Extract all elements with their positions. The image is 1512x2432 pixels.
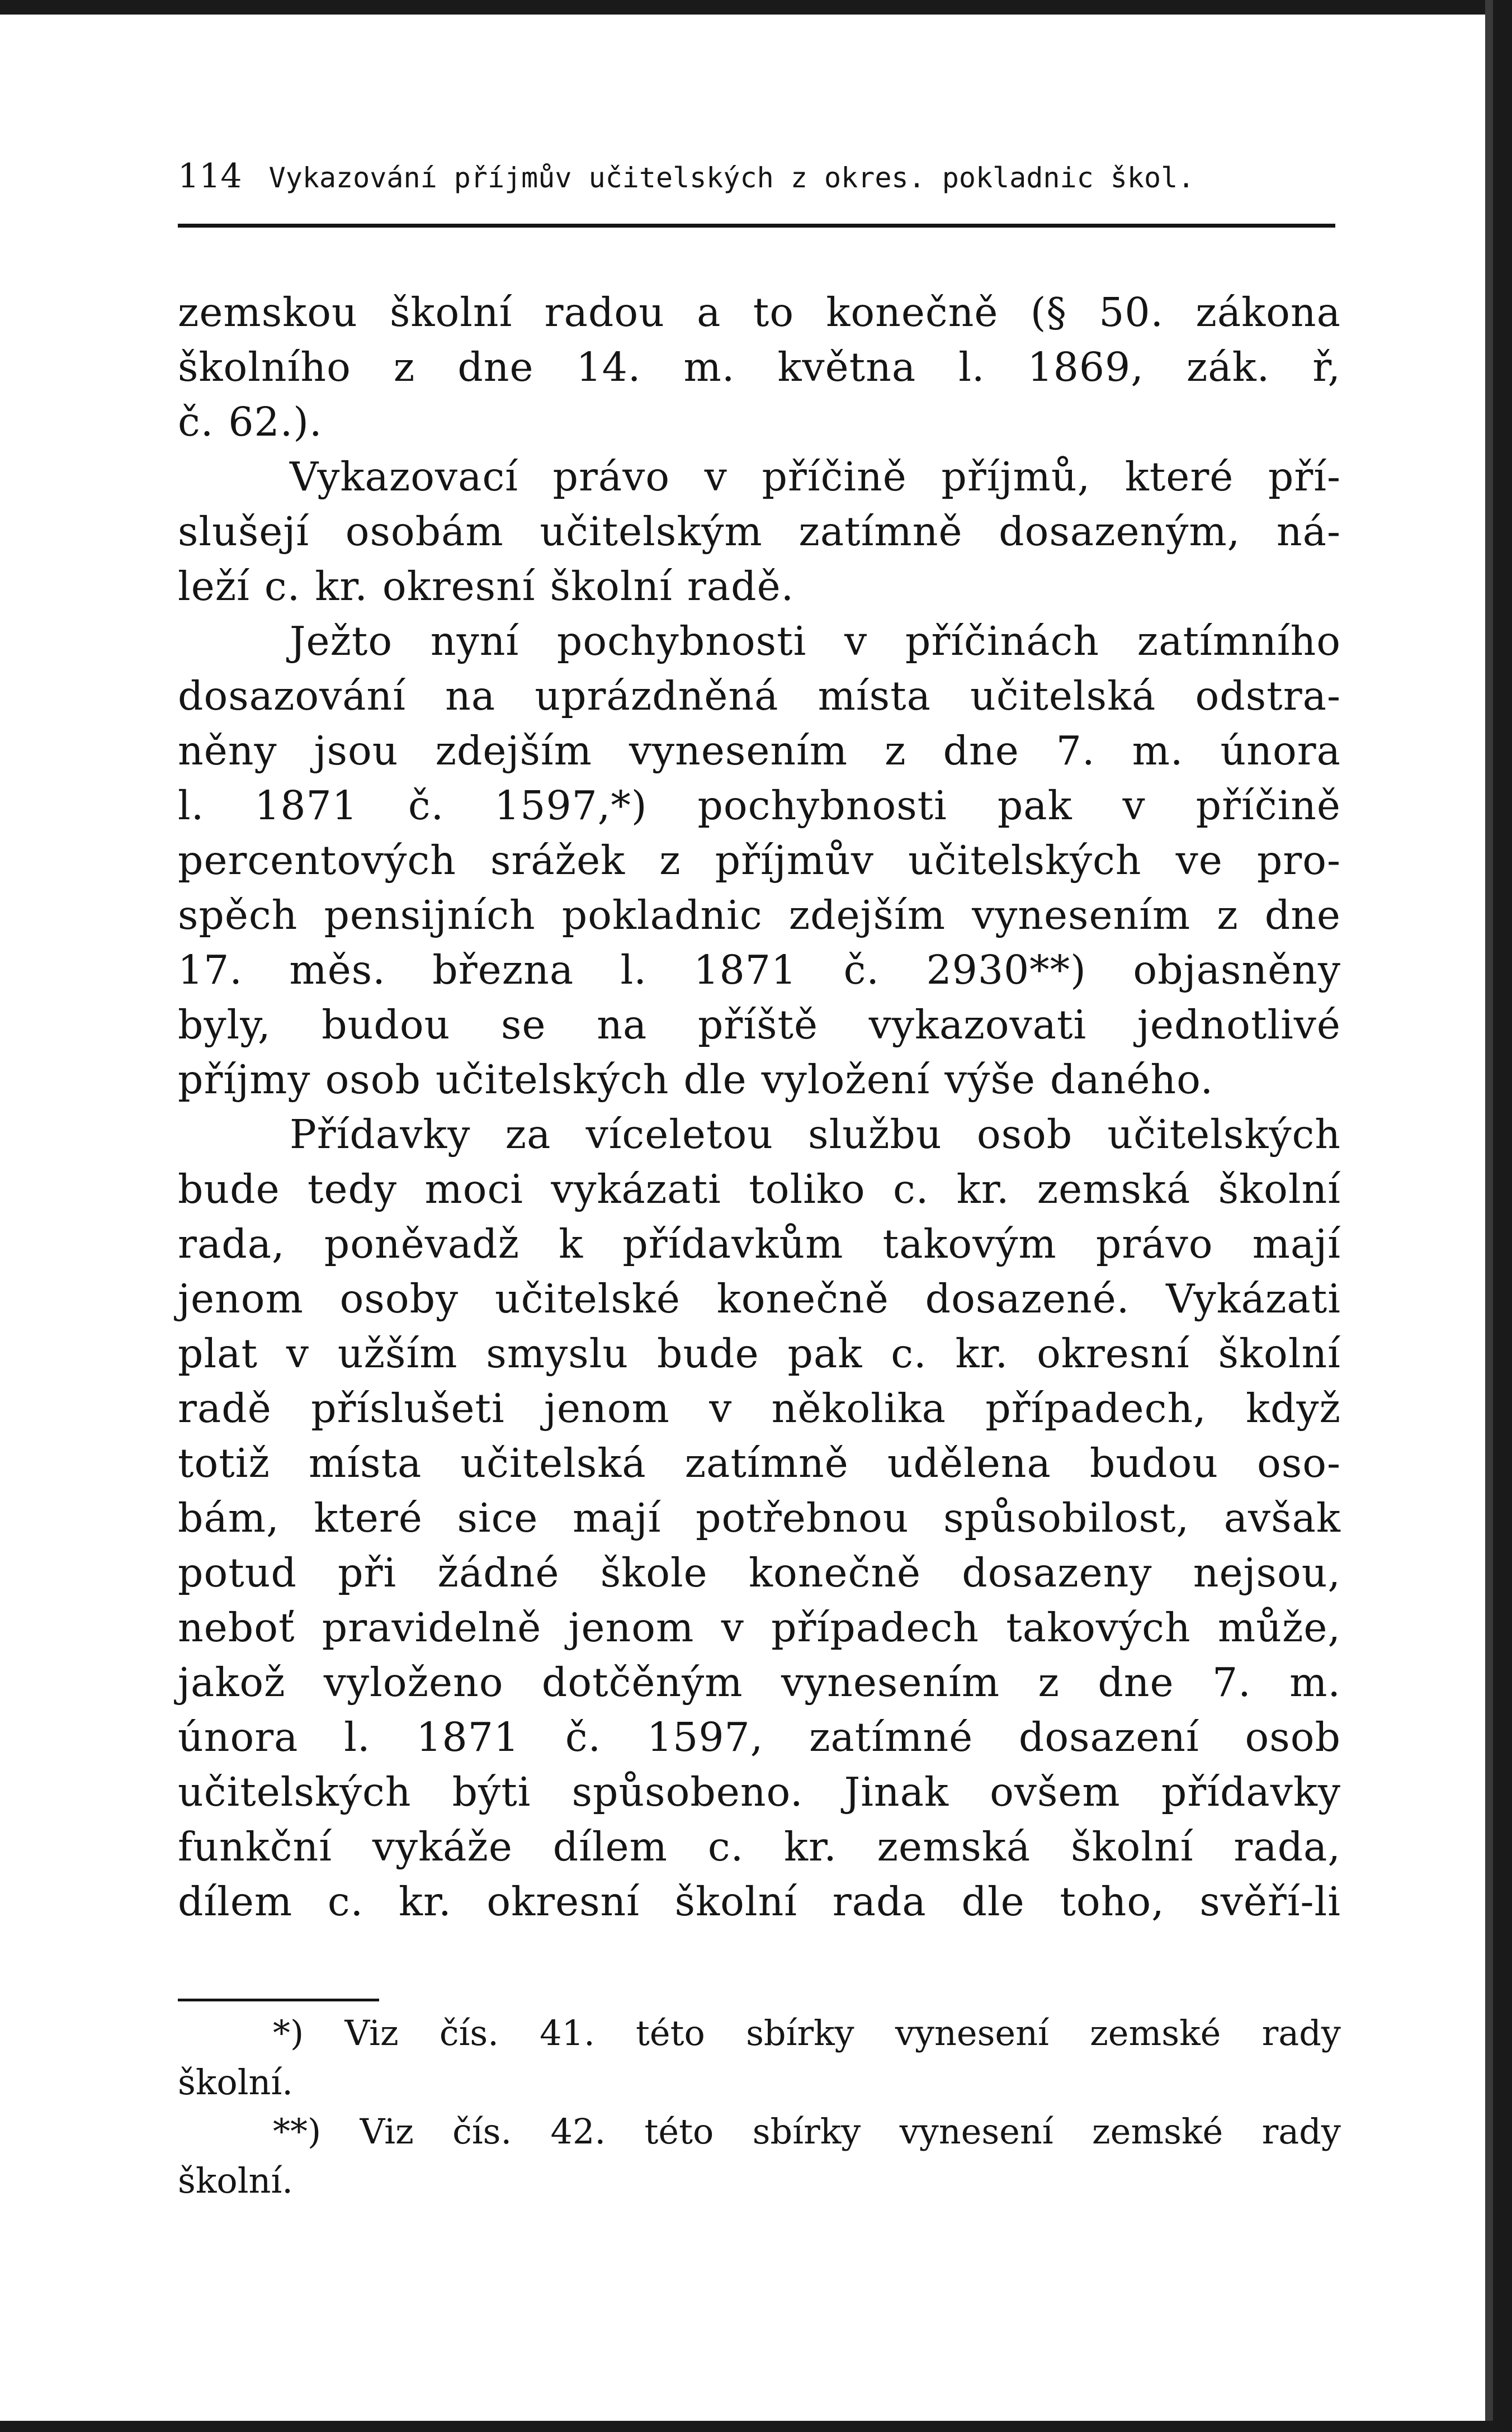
- footnote-line: školní.: [178, 2160, 294, 2201]
- text-line: školního z dne 14. m. května l. 1869, zák. ř,: [178, 344, 1341, 390]
- text-line: příjmy osob učitelských dle vyložení výše daného.: [178, 1056, 1214, 1103]
- footnote-rule: [178, 1999, 379, 2001]
- text-line: Vykazovací právo v příčině příjmů, které pří-: [290, 454, 1341, 500]
- running-header: [178, 157, 1335, 197]
- scan-border-right-inner: [1485, 0, 1493, 2432]
- text-line: učitelských býti spůsobeno. Jinak ovšem přídavky: [178, 1769, 1341, 1815]
- text-line: 17. měs. března l. 1871 č. 2930**) objasněny: [178, 947, 1341, 993]
- page-number: 114: [178, 157, 242, 196]
- scan-border-top: [0, 0, 1512, 15]
- text-line: plat v užším smyslu bude pak c. kr. okresní školní: [178, 1330, 1341, 1377]
- footnote-line: *) Viz čís. 41. této sbírky vynesení zemské rady: [273, 2013, 1341, 2053]
- body-text: [178, 285, 1341, 1929]
- text-line: č. 62.).: [178, 399, 323, 445]
- text-line: percentových srážek z příjmův učitelských ve pro-: [178, 837, 1341, 884]
- scan-border-right: [1493, 0, 1512, 2432]
- running-title: Vykazování příjmův učitelských z okres. pokladnic škol.: [268, 162, 1195, 194]
- text-line: neboť pravidelně jenom v případech takových může,: [178, 1604, 1341, 1651]
- text-line: dosazování na uprázdněná místa učitelská odstra-: [178, 673, 1341, 719]
- footnote-line: školní.: [178, 2062, 294, 2103]
- text-line: byly, budou se na příště vykazovati jednotlivé: [178, 1002, 1341, 1048]
- text-line: totiž místa učitelská zatímně udělena budou oso-: [178, 1440, 1341, 1486]
- text-line: rada, poněvadž k přídavkům takovým právo mají: [178, 1221, 1341, 1267]
- text-line: zemskou školní radou a to konečně (§ 50. zákona: [178, 289, 1341, 336]
- text-line: jenom osoby učitelské konečně dosazené. Vykázati: [178, 1276, 1341, 1322]
- text-line: slušejí osobám učitelským zatímně dosazeným, ná-: [178, 508, 1341, 555]
- text-line: radě příslušeti jenom v několika případech, když: [178, 1385, 1341, 1432]
- text-line: jakož vyloženo dotčěným vynesením z dne 7. m.: [178, 1659, 1341, 1706]
- text-line: Přídavky za víceletou službu osob učitelských: [290, 1111, 1341, 1158]
- header-rule: [178, 224, 1335, 228]
- text-line: l. 1871 č. 1597,*) pochybnosti pak v příčině: [178, 782, 1341, 829]
- text-line: února l. 1871 č. 1597, zatímné dosazení osob: [178, 1714, 1341, 1760]
- footnote-line: **) Viz čís. 42. této sbírky vynesení zemské rady: [273, 2111, 1341, 2152]
- text-line: leží c. kr. okresní školní radě.: [178, 563, 795, 610]
- text-line: spěch pensijních pokladnic zdejším vynesením z dne: [178, 892, 1341, 938]
- text-line: Ježto nyní pochybnosti v příčinách zatímního: [290, 618, 1341, 664]
- text-line: funkční vykáže dílem c. kr. zemská školní rada,: [178, 1824, 1341, 1870]
- scan-border-bottom: [0, 2421, 1512, 2432]
- footnotes: [178, 2009, 1341, 2206]
- text-line: potud při žádné škole konečně dosazeny nejsou,: [178, 1550, 1341, 1596]
- text-line: bám, které sice mají potřebnou spůsobilost, avšak: [178, 1495, 1341, 1541]
- text-line: bude tedy moci vykázati toliko c. kr. zemská školní: [178, 1166, 1341, 1212]
- text-line: dílem c. kr. okresní školní rada dle toho, svěří-li: [178, 1878, 1341, 1925]
- text-line: něny jsou zdejším vynesením z dne 7. m. února: [178, 728, 1341, 774]
